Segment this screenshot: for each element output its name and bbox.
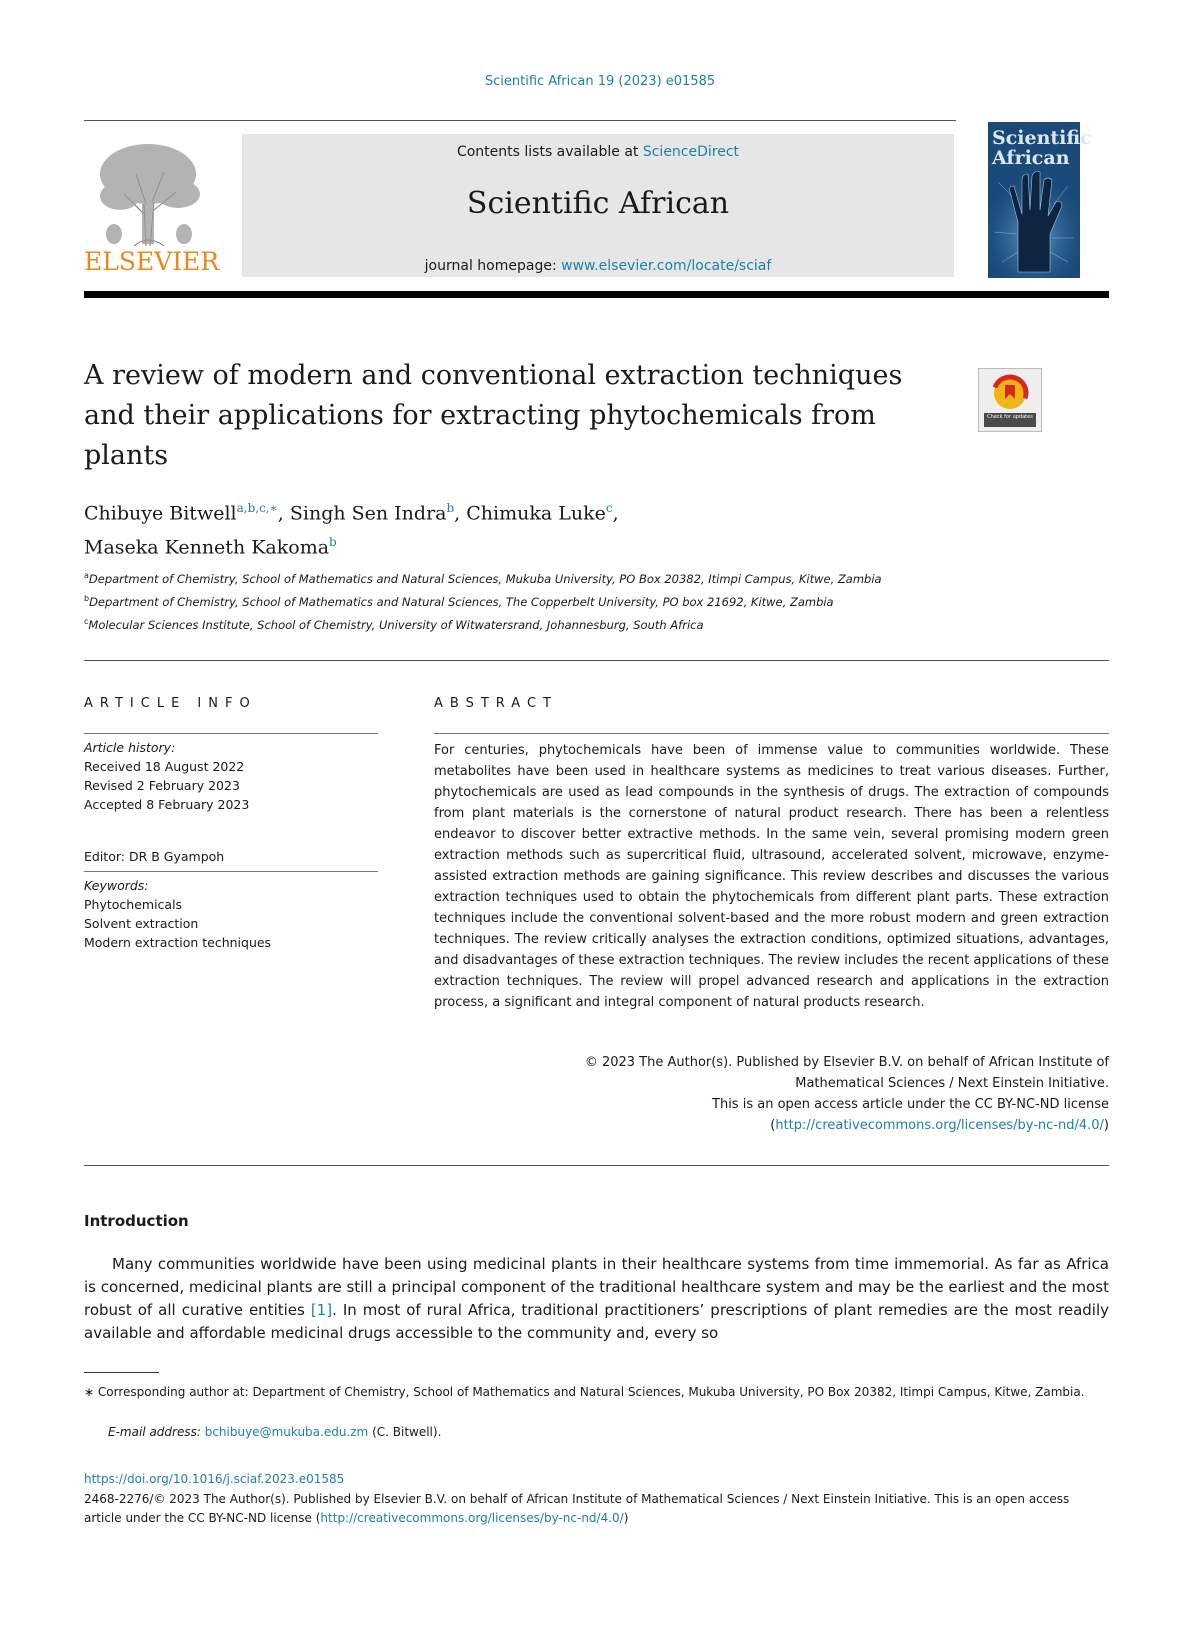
- email-link[interactable]: bchibuye@mukuba.edu.zm: [204, 1425, 369, 1439]
- contents-availability: [242, 144, 954, 160]
- author-name[interactable]: Singh Sen Indra: [289, 502, 447, 525]
- license-link[interactable]: http://creativecommons.org/licenses/by-nc-nd/4.0/: [775, 1118, 1104, 1133]
- copyright-line: © 2023 The Author(s). Published by Elsevier B.V. on behalf of African Institute of: [584, 1055, 1109, 1070]
- check-for-updates-badge[interactable]: [978, 368, 1042, 432]
- affiliation-item: [84, 589, 964, 612]
- elsevier-logo: [84, 134, 220, 276]
- introduction-paragraph: [84, 1253, 1109, 1345]
- doi-link[interactable]: https://doi.org/10.1016/j.sciaf.2023.e01585: [84, 1472, 345, 1486]
- issn-license-note: [84, 1490, 1109, 1528]
- author-affiliation-marker[interactable]: b: [446, 501, 455, 515]
- article-history: [84, 738, 384, 814]
- affiliation-marker: a: [84, 571, 89, 580]
- affiliation-item: [84, 612, 964, 635]
- keyword-item: Solvent extraction: [84, 916, 199, 931]
- history-label: Article history:: [84, 740, 176, 755]
- header-top-rule: [84, 120, 956, 121]
- crossmark-icon: [979, 369, 1041, 431]
- author-affiliation-marker[interactable]: b: [329, 535, 337, 550]
- journal-citation[interactable]: Scientific African 19 (2023) e01585: [484, 74, 716, 89]
- section-divider: [84, 1165, 1109, 1166]
- abstract-copyright: [434, 1052, 1109, 1136]
- abstract-heading: ABSTRACT: [434, 696, 558, 711]
- revised-date: Revised 2 February 2023: [84, 778, 240, 793]
- footnote-rule: [84, 1372, 159, 1373]
- author-name[interactable]: Chimuka Luke: [466, 502, 606, 525]
- abstract-rule: [434, 733, 1109, 734]
- accepted-date: Accepted 8 February 2023: [84, 797, 250, 812]
- keyword-item: Modern extraction techniques: [84, 935, 272, 950]
- paren-open: (: [770, 1118, 776, 1133]
- header-thick-rule: [84, 291, 1109, 298]
- journal-cover[interactable]: [988, 122, 1092, 278]
- intro-text: Many communities worldwide have been using medicinal plants in their healthcare systems from time immemorial. As far as Africa is concerned, medicinal plants are still a principal component of the traditional healthcare system and may be the earliest and the most robust of all curative entities: [84, 1255, 1109, 1319]
- affiliation-text: Department of Chemistry, School of Mathematics and Natural Sciences, Mukuba University, PO Box 20382, Itimpi Campus, Kitwe, Zambia: [88, 571, 882, 586]
- affiliation-item: [84, 566, 964, 589]
- cover-title-line1: Scientific: [992, 127, 1092, 149]
- keyword-item: Phytochemicals: [84, 897, 183, 912]
- journal-header-box: [242, 134, 954, 277]
- email-note: [108, 1425, 441, 1439]
- author-name[interactable]: Maseka Kenneth Kakoma: [84, 536, 330, 559]
- cover-title-line2: African: [992, 147, 1070, 169]
- homepage-link[interactable]: www.elsevier.com/locate/sciaf: [561, 258, 772, 274]
- corresponding-author-note: [84, 1383, 1109, 1402]
- copyright-line: Mathematical Sciences / Next Einstein Initiative.: [795, 1076, 1109, 1091]
- affiliation-text: Department of Chemistry, School of Mathematics and Natural Sciences, The Copperbelt University, PO box 21692, Kitwe, Zambia: [89, 594, 834, 609]
- article-info-rule: [84, 733, 378, 734]
- sciencedirect-link[interactable]: ScienceDirect: [642, 144, 740, 160]
- journal-title: Scientific African: [466, 186, 730, 221]
- author-name[interactable]: Chibuye Bitwell: [84, 502, 237, 525]
- abstract-text: For centuries, phytochemicals have been of immense value to communities worldwide. These metabolites have been used in healthcare systems as medicines to treat various diseases. Further, phytochemicals are used as lead compounds in the synthesis of drugs. The extraction of compounds from plant materials is the cornerstone of natural product research. There has been a relentless endeavor to discover better extractive methods. In the same vein, several promising modern green extraction methods such as supercritical fluid, ultrasound, accelerated solvent, microwave, enzyme-assisted extraction methods are gaining significance. This review describes and discusses the various extraction techniques used to obtain the phytochemicals from different plant parts. These extraction techniques include the conventional solvent-based and the more robust modern and green extraction techniques. The review critically analyses the extraction conditions, optimized situations, advantages, and disadvantages of these extraction techniques. The review includes the recent applications of these extraction techniques. The review will propel advanced research and applications in the extraction process, a significant and integral component of natural products research.: [434, 743, 1109, 1010]
- affiliation-marker: b: [84, 593, 90, 603]
- elsevier-tree-icon: [84, 134, 220, 276]
- author-affiliation-marker[interactable]: c: [605, 501, 613, 515]
- homepage-prefix: journal homepage:: [424, 258, 562, 274]
- cover-hand-icon: [988, 122, 1092, 278]
- reference-link[interactable]: [1]: [310, 1301, 333, 1319]
- keywords-block: [84, 876, 384, 952]
- journal-homepage: [242, 258, 954, 274]
- affiliation-text: Molecular Sciences Institute, School of Chemistry, University of Witwatersrand, Johannesburg, South Africa: [88, 617, 704, 632]
- keywords-label: Keywords:: [84, 878, 149, 893]
- received-date: Received 18 August 2022: [84, 759, 245, 774]
- crossmark-label: Check for updates: [987, 414, 1033, 420]
- corresponding-mark: ∗: [84, 1385, 95, 1399]
- email-label: E-mail address:: [108, 1425, 205, 1439]
- affiliations: [84, 566, 964, 634]
- license-line: [434, 1115, 1109, 1136]
- paren-close: ): [1103, 1118, 1109, 1133]
- corresponding-text: Corresponding author at: Department of Chemistry, School of Mathematics and Natural Sciences, Mukuba University, PO Box 20382, Itimpi Campus, Kitwe, Zambia.: [97, 1385, 1085, 1399]
- intro-text: . In most of rural Africa, traditional practitioners’ prescriptions of plant remedies are the most readily available and affordable medicinal drugs accessible to the community and, every so: [84, 1301, 1109, 1342]
- article-info-heading: ARTICLE INFO: [84, 696, 257, 711]
- affiliation-marker: c: [84, 616, 89, 626]
- editor-rule: [84, 871, 378, 872]
- introduction-heading: Introduction: [84, 1212, 189, 1230]
- editor-line: Editor: DR B Gyampoh: [84, 849, 225, 864]
- contents-prefix: Contents lists available at: [456, 144, 643, 160]
- license-link[interactable]: http://creativecommons.org/licenses/by-nc-nd/4.0/: [320, 1511, 624, 1525]
- issn-text: 2468-2276/© 2023 The Author(s). Published by Elsevier B.V. on behalf of African Institute of Mathematical Sciences / Next Einstein Initiative. This is an open access article under the CC BY-NC-ND license (: [84, 1492, 1070, 1525]
- copyright-line: This is an open access article under the CC BY-NC-ND license: [712, 1097, 1109, 1112]
- section-divider: [84, 660, 1109, 661]
- paren-close: ): [623, 1511, 629, 1525]
- elsevier-wordmark: ELSEVIER: [84, 247, 220, 276]
- email-suffix: (C. Bitwell).: [368, 1425, 442, 1439]
- author-list: Chibuye Bitwell$^{a,b,c,∗}$, Singh Sen Indra$^b$, Chimuka Luke$^c$, Maseka Kenneth Kakoma$^b$: [84, 501, 619, 559]
- article-title: A review of modern and conventional extraction techniques and their applications for extracting phytochemicals from plants: [84, 360, 903, 471]
- author-affiliation-marker[interactable]: a,b,c,∗: [236, 501, 278, 515]
